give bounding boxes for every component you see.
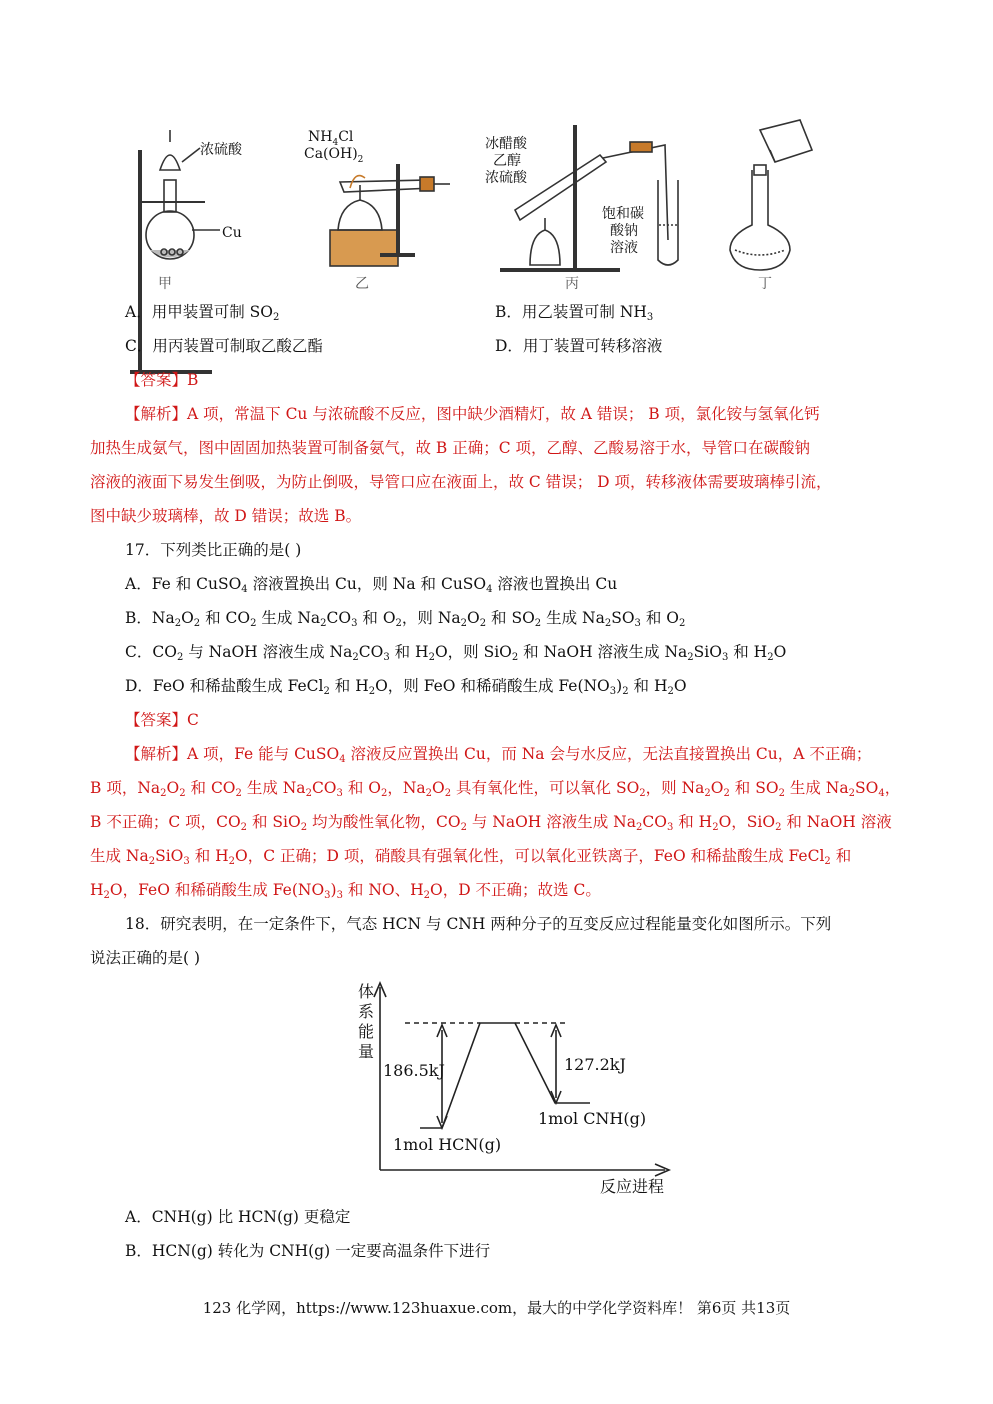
svg-text:Ca(OH)2: $Ca(OH)_2$ [304,146,364,165]
y-label-2: 系 [358,1002,375,1021]
page-footer: 123 化学网，https://www.123huaxue.com，最大的中学化学资料库！ 第6页 共13页 [202,1299,791,1317]
svg-text:溶液: 溶液 [610,240,638,256]
q16-analysis-line-4: 图中缺少玻璃棒，故 D 错误；故选 B。 [90,507,362,525]
energy-diagram [0,975,993,1205]
q16-answer: 【答案】B [125,371,199,389]
energy-label-1: 186.5kJ [383,1061,445,1080]
q17-option-d: D．FeO 和稀盐酸生成 FeCl$_2$ 和 $H_2O$，则 FeO 和稀硝酸生成 $Fe(NO_3)_2$ 和 $H_2O$ [125,677,687,697]
y-label-4: 量 [358,1042,375,1061]
q18-stem-line-1: 18．研究表明，在一定条件下，气态 HCN 与 CNH 两种分子的互变反应过程能量变化如图所示。下列 [125,915,832,933]
q17-analysis-line-3: B 不正确；C 项，$CO_2$ 和 SiO$_2$ 均为酸性氧化物，$CO_2$ 与 NaOH 溶液生成 $Na_2CO_3$ 和 $H_2O$，SiO$_2$ 和 NaOH 溶液 [90,813,892,833]
jia-metal-label: Cu [222,225,242,241]
energy-label-2: 127.2kJ [564,1055,626,1074]
caption-yi: 乙 [355,276,369,292]
q17-stem: 17．下列类比正确的是( ) [125,541,302,559]
y-label-3: 能 [358,1022,375,1041]
q17-option-b: B．$Na_2O_2$ 和 $CO_2$ 生成 $Na_2CO_3$ 和 $O_2$，则 $Na_2O_2$ 和 $SO_2$ 生成 $Na_2SO_3$ 和 $O_2$ [125,609,686,629]
q17-option-a: A．Fe 和 CuSO$_4$ 溶液置换出 Cu，则 Na 和 CuSO$_4$ 溶液也置换出 Cu [125,575,618,595]
q17-analysis-line-1: 【解析】A 项，Fe 能与 CuSO$_4$ 溶液反应置换出 Cu，而 Na 会与水反应，无法直接置换出 Cu，A 不正确； [125,745,872,765]
q16-option-a: A．用甲装置可制 $SO_2$ [125,303,280,323]
q16-option-c: C．用丙装置可制取乙酸乙酯 [125,337,323,355]
q17-analysis-line-2: B 项，$Na_2O_2$ 和 $CO_2$ 生成 $Na_2CO_3$ 和 $O_2$，$Na_2O_2$ 具有氧化性，可以氧化 $SO_2$，则 $Na_2O_2$ 和 $SO_2$ 生成 $Na_2SO_4$， [90,779,901,799]
q16-analysis-line-3: 溶液的液面下易发生倒吸，为防止倒吸，导管口应在液面上，故 C 错误； D 项，转移液体需要玻璃棒引流， [90,473,832,491]
caption-ding: 丁 [758,276,772,292]
q16-option-b: B．用乙装置可制 $NH_3$ [495,303,654,323]
q17-analysis-line-4: 生成 $Na_2SiO_3$ 和 $H_2O$，C 正确；D 项，硝酸具有强氧化性，可以氧化亚铁离子，FeO 和稀盐酸生成 FeCl$_2$ 和 [90,847,852,867]
svg-text:酸钠: 酸钠 [610,223,638,239]
q17-answer: 【答案】C [125,711,199,729]
svg-text:NH4Cl: $NH_4Cl$ [308,129,354,148]
q18-stem-line-2: 说法正确的是( ) [90,949,201,967]
q16-analysis-line-1: 【解析】A 项，常温下 Cu 与浓硫酸不反应，图中缺少酒精灯，故 A 错误； B 项，氯化铵与氢氧化钙 [125,405,820,423]
caption-jia: 甲 [158,276,172,292]
caption-bing: 丙 [565,276,579,292]
apparatus-yi [330,164,450,266]
q18-option-a: A．CNH(g) 比 HCN(g) 更稳定 [125,1208,351,1226]
svg-text:浓硫酸: 浓硫酸 [485,170,527,186]
reactant-label: 1mol HCN(g) [393,1135,502,1154]
svg-text:饱和碳: 饱和碳 [602,206,644,222]
product-label: 1mol CNH(g) [538,1109,647,1128]
q17-option-c: C．$CO_2$ 与 NaOH 溶液生成 $Na_2CO_3$ 和 $H_2O$，则 SiO$_2$ 和 NaOH 溶液生成 $Na_2SiO_3$ 和 $H_2O$ [125,643,787,663]
q18-option-b: B．HCN(g) 转化为 CNH(g) 一定要高温条件下进行 [125,1242,491,1260]
apparatus-ding [730,120,812,270]
apparatus-figure [0,110,993,410]
jia-reagent-label: 浓硫酸 [200,142,242,158]
y-label-1: 体 [358,982,375,1001]
x-label: 反应进程 [600,1177,665,1196]
svg-text:冰醋酸: 冰醋酸 [485,136,527,152]
svg-text:乙醇: 乙醇 [493,153,521,169]
q17-analysis-line-5: $H_2O$，FeO 和稀硝酸生成 $Fe(NO_3)_3$ 和 NO、$H_2O$，D 不正确；故选 C。 [90,881,601,901]
q16-analysis-line-2: 加热生成氨气，图中固固加热装置可制备氨气，故 B 正确；C 项，乙醇、乙酸易溶于水，导管口在碳酸钠 [90,439,811,457]
q16-option-d: D．用丁装置可转移溶液 [495,337,663,355]
